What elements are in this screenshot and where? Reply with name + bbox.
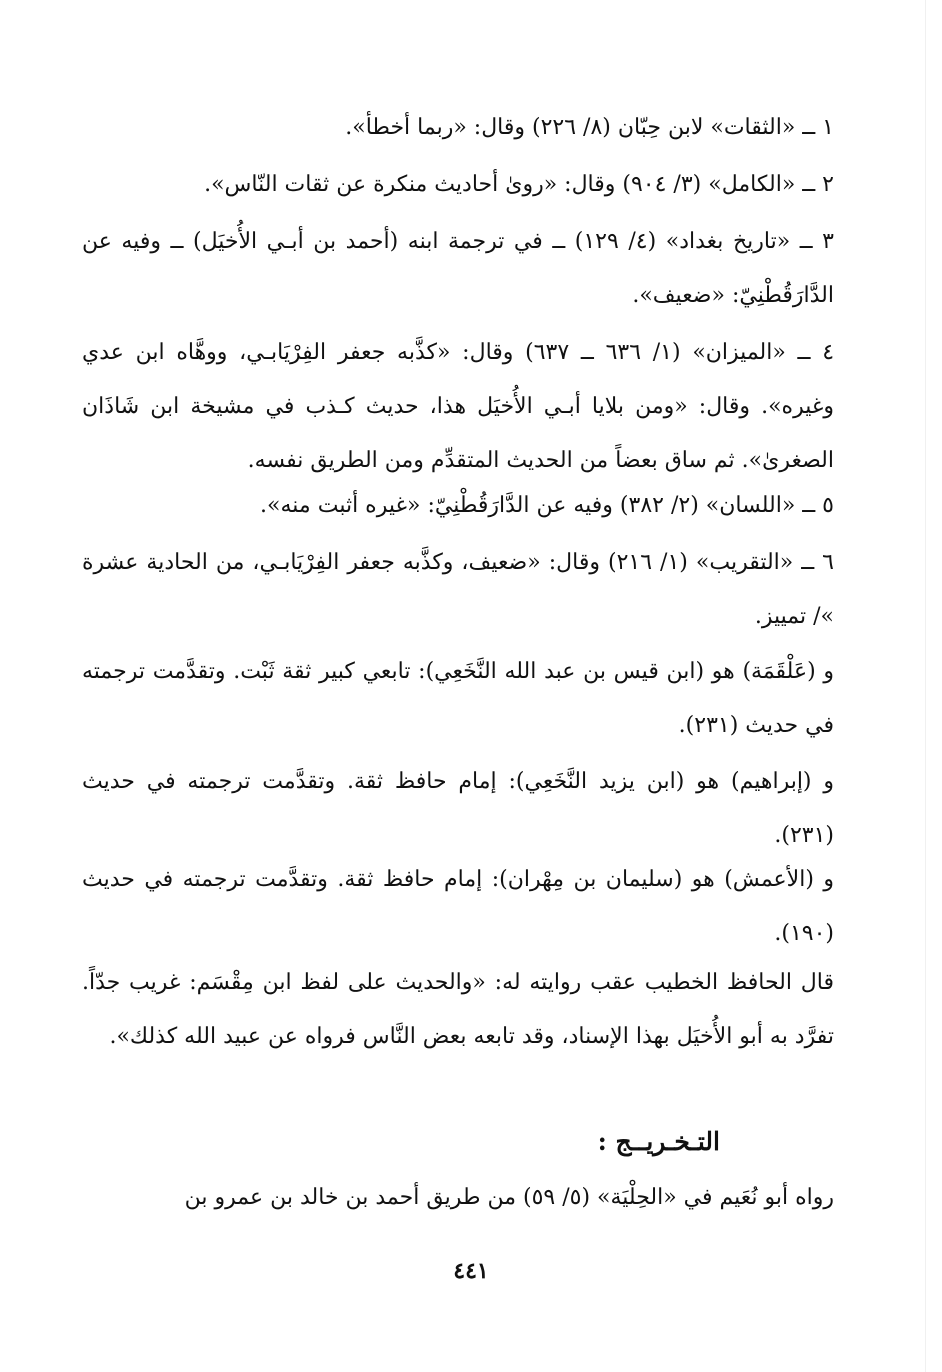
footnote-6: ٦ ــ «التقريب» (١/ ٢١٦) وقال: «ضعيف، وكذَّبه جعفر الفِرْيَابـي، من الحادية عشرة »/ تمييز. — [82, 550, 834, 629]
narrator-ibrahim: و (إبراهيم) هو (ابن يزيد النَّخَعِي): إمام حافظ ثقة. وتقدَّمت ترجمته في حديث (٢٣١). — [82, 769, 834, 848]
narrator-alqama: و (عَلْقَمَة) هو (ابن قيس بن عبد الله النَّخَعِي): تابعي كبير ثقة ثَبْت. وتقدَّمت ترجمته في حديث (٢٣١). — [82, 659, 834, 738]
footnote-5: ٥ ــ «اللسان» (٢/ ٣٨٢) وفيه عن الدَّارَقُطْنِيّ: «غيره أثبت منه». — [260, 493, 834, 518]
narrator-al-amash: و (الأعمش) هو (سليمان بن مِهْران): إمام حافظ ثقة. وتقدَّمت ترجمته في حديث (١٩٠). — [82, 867, 834, 946]
footnote-1: ١ ــ «الثقات» لابن حِبّان (٨/ ٢٢٦) وقال: «ربما أخطأ». — [345, 115, 834, 140]
footnote-4: ٤ ــ «الميزان» (١/ ٦٣٦ ــ ٦٣٧) وقال: «كذَّبه جعفر الفِرْيَابـي، ووهَّاه ابن عدي وغيره». وقال: «ومن بلايا أبـي الأُخيَل هذا، حديث كـذب في مشيخة ابن شَاذَان الصغرىٰ». ثم ساق بعضاً من الحديث المتقدِّم ومن الطريق نفسه. — [82, 340, 835, 473]
footnote-3: ٣ ــ «تاريخ بغداد» (٤/ ١٢٩) ــ في ترجمة ابنه (أحمد بن أبـي الأُخيَل) ــ وفيه عن الدَّارَقُطْنِيّ: «ضعيف». — [82, 229, 834, 308]
page-edge-rule — [925, 0, 926, 1372]
footnote-2: ٢ ــ «الكامل» (٣/ ٩٠٤) وقال: «روىٰ أحاديث منكرة عن ثقات النّاس». — [204, 172, 834, 197]
takhrij-text: رواه أبو نُعَيم في «الحِلْيَة» (٥/ ٥٩) من طريق أحمد بن خالد بن عمرو بن — [184, 1185, 834, 1210]
takhrij-heading: التـخـريــج : — [597, 1127, 720, 1156]
khatib-comment: قال الحافظ الخطيب عقب روايته له: «والحديث على لفظ ابن مِقْسَم: غريب جدّاً. تفرَّد به أبو الأُخيَل بهذا الإسناد، وقد تابعه بعض النَّاس فرواه عن عبيد الله كذلك». — [82, 970, 834, 1049]
page-number: ٤٤١ — [453, 1258, 489, 1284]
